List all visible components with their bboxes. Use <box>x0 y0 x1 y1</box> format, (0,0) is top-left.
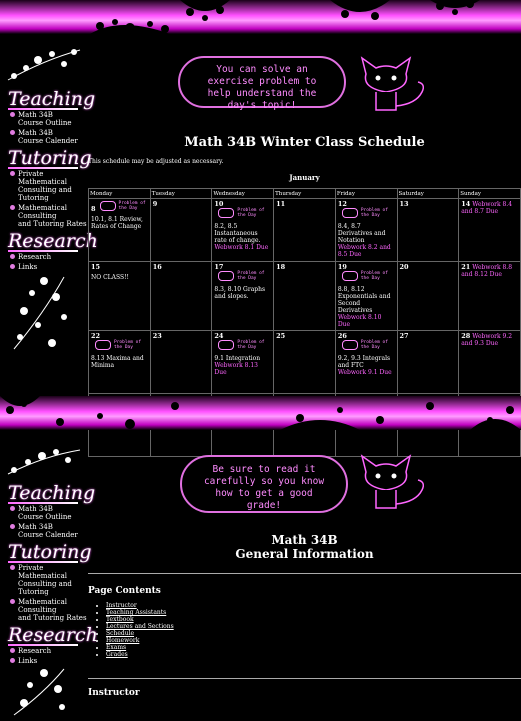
contents-link[interactable]: • Lectures and Sections <box>106 623 174 630</box>
speech-bubble: You can solve an exercise problem to help understand the day's topic! <box>178 56 346 108</box>
calendar-day-cell <box>150 199 212 262</box>
day-number: 9 <box>152 200 158 208</box>
day-topic: 8.2, 8.5 Instantaneous rate of change. <box>214 223 261 244</box>
weekday-header: Friday <box>335 189 397 199</box>
cat-icon <box>342 271 358 281</box>
webwork-due-link[interactable]: Webwork 9.1 Due <box>337 369 392 376</box>
page-title: Math 34B General Information <box>235 533 374 561</box>
cat-icon <box>218 271 234 281</box>
weekday-header: Tuesday <box>150 189 212 199</box>
calendar-day-cell <box>274 199 336 262</box>
divider <box>88 573 521 574</box>
webwork-due-link[interactable]: Webwork 8.4 and 8.7 Due <box>461 201 513 215</box>
calendar-day-cell <box>397 331 459 394</box>
flower-decoration-icon <box>0 0 521 34</box>
contents-link[interactable]: • Textbook <box>106 616 174 623</box>
calendar-day-cell <box>335 199 397 262</box>
flower-branch-icon <box>4 667 84 717</box>
contents-link[interactable]: • Schedule <box>106 630 174 637</box>
bullet-icon <box>10 565 15 570</box>
calendar-day-cell <box>212 262 274 331</box>
day-number: 19 <box>337 263 347 271</box>
cat-icon <box>356 452 432 512</box>
bullet-icon <box>10 254 15 259</box>
day-number: 20 <box>399 263 409 271</box>
cat-icon <box>95 340 111 350</box>
contents-link[interactable]: • Instructor <box>106 602 174 609</box>
sidebar-item-course-outline[interactable]: Math 34B Course Outline <box>10 505 88 521</box>
day-topic: 9.1 Integration <box>214 355 261 362</box>
calendar-week-row <box>89 262 521 331</box>
cat-icon <box>342 208 358 218</box>
sidebar-item-course-calender[interactable]: Math 34B Course Calender <box>10 523 88 539</box>
day-topic: 9.2, 9.3 Integrals and FTC <box>337 355 391 369</box>
sidebar-item-research[interactable]: Research <box>10 647 88 655</box>
page-title: Math 34B Winter Class Schedule <box>184 135 425 150</box>
day-number: 15 <box>91 263 101 271</box>
tutoring-heading: Tutoring <box>0 147 88 169</box>
calendar-day-cell <box>89 199 151 262</box>
day-topic: 8.4, 8.7 Derivatives and Notation <box>337 223 386 244</box>
weekday-header: Sunday <box>459 189 521 199</box>
bullet-icon <box>10 524 15 529</box>
flower-branch-icon <box>4 273 84 353</box>
calendar-day-cell <box>397 262 459 331</box>
sidebar-item-tutoring-rates[interactable]: Mathematical Consulting and Tutoring Rates <box>10 598 88 622</box>
calendar-day-cell <box>89 331 151 394</box>
weekday-header-row <box>89 189 521 199</box>
flower-branch-icon <box>4 446 84 476</box>
cat-icon <box>218 340 234 350</box>
day-number: 11 <box>276 200 286 208</box>
teaching-heading: Teaching <box>0 88 88 110</box>
contents-link[interactable]: • Homework <box>106 637 174 644</box>
day-number: 22 <box>91 332 101 340</box>
cat-icon <box>218 208 234 218</box>
bullet-icon <box>10 112 15 117</box>
day-number: 17 <box>214 263 224 271</box>
page-contents-heading: Page Contents <box>88 586 161 596</box>
tutoring-heading: Tutoring <box>0 541 88 563</box>
sidebar-item-private-tutoring[interactable]: Private Mathematical Consulting and Tutoring <box>10 170 88 202</box>
cat-icon <box>100 201 116 211</box>
day-number: 14 <box>461 200 471 208</box>
sidebar-item-private-tutoring[interactable]: Private Mathematical Consulting and Tutoring <box>10 564 88 596</box>
day-topic: 8.3, 8.10 Graphs and slopes. <box>214 286 266 300</box>
webwork-due-link[interactable]: Webwork 9.2 and 9.3 Due <box>461 333 513 347</box>
day-topic: 8.8, 8.12 Exponentials and Second Derivatives <box>337 286 391 314</box>
calendar-day-cell <box>212 199 274 262</box>
speech-bubble: Be sure to read it carefully so you know how to get a good grade! <box>180 455 348 513</box>
contents-link[interactable]: • Exams <box>106 644 174 651</box>
day-number: 12 <box>337 200 347 208</box>
bullet-icon <box>10 205 15 210</box>
problem-of-the-day-link[interactable]: Problem of the Day <box>218 208 264 218</box>
middle-banner <box>0 396 521 430</box>
problem-of-the-day-link[interactable]: Problem of the Day <box>95 340 141 350</box>
sidebar-item-tutoring-rates[interactable]: Mathematical Consulting and Tutoring Rates <box>10 204 88 228</box>
sidebar-item-links[interactable]: Links <box>10 263 88 271</box>
calendar-day-cell <box>459 331 521 394</box>
sidebar-item-research[interactable]: Research <box>10 253 88 261</box>
calendar-day-cell <box>150 331 212 394</box>
research-heading: Research <box>0 230 88 252</box>
day-number: 28 <box>461 332 471 340</box>
divider <box>88 678 521 679</box>
weekday-header: Thursday <box>274 189 336 199</box>
calendar-day-cell <box>212 331 274 394</box>
weekday-header: Saturday <box>397 189 459 199</box>
calendar-day-cell <box>335 262 397 331</box>
webwork-due-link[interactable]: Webwork 8.1 Due <box>214 244 269 251</box>
sidebar-item-course-outline[interactable]: Math 34B Course Outline <box>10 111 88 127</box>
bullet-icon <box>10 130 15 135</box>
bullet-icon <box>10 506 15 511</box>
day-number: 8 <box>91 205 96 213</box>
weekday-header: Monday <box>89 189 151 199</box>
calendar-day-cell <box>397 199 459 262</box>
day-number: 16 <box>152 263 162 271</box>
day-number: 24 <box>214 332 224 340</box>
problem-of-the-day-link[interactable]: Problem of the Day <box>218 271 264 281</box>
contents-link[interactable]: • Grades <box>106 651 174 658</box>
day-topic: 8.13 Maxima and Minima <box>91 355 144 369</box>
calendar-day-cell <box>89 262 151 331</box>
cat-icon <box>356 54 432 114</box>
day-number: 23 <box>152 332 162 340</box>
day-number: 27 <box>399 332 409 340</box>
day-number: 25 <box>276 332 286 340</box>
bullet-icon <box>10 599 15 604</box>
bullet-icon <box>10 648 15 653</box>
calendar-day-cell <box>274 331 336 394</box>
calendar-day-cell <box>459 262 521 331</box>
flower-branch-icon <box>4 46 84 82</box>
schedule-note: This schedule may be adjusted as necessary. <box>88 158 224 165</box>
problem-of-the-day-link[interactable]: Problem of the Day <box>342 271 388 281</box>
calendar-day-cell <box>150 262 212 331</box>
webwork-due-link[interactable]: Webwork 8.2 and 8.5 Due <box>337 244 391 258</box>
teaching-heading: Teaching <box>0 482 88 504</box>
day-topic: NO CLASS!! <box>91 274 129 281</box>
page-contents-list <box>100 602 174 658</box>
calendar-day-cell <box>335 331 397 394</box>
research-heading: Research <box>0 624 88 646</box>
top-banner <box>0 0 521 34</box>
day-number: 26 <box>337 332 347 340</box>
flower-decoration-icon <box>0 396 521 430</box>
webwork-due-link[interactable]: Webwork 8.10 Due <box>337 314 382 328</box>
webwork-due-link[interactable]: Webwork 8.8 and 8.12 Due <box>461 264 513 278</box>
cat-icon <box>342 340 358 350</box>
weekday-header: Wednesday <box>212 189 274 199</box>
problem-of-the-day-link[interactable]: Problem of the Day <box>100 201 146 211</box>
calendar-day-cell <box>274 262 336 331</box>
day-number: 10 <box>214 200 224 208</box>
instructor-heading: Instructor <box>88 688 140 698</box>
day-topic: 10.1, 8.1 Review, Rates of Change <box>91 216 143 230</box>
problem-of-the-day-link[interactable]: Problem of the Day <box>218 340 264 350</box>
bullet-icon <box>10 658 15 663</box>
webwork-due-link[interactable]: Webwork 8.13 Due <box>214 362 258 376</box>
bullet-icon <box>10 171 15 176</box>
contents-link[interactable]: • Teaching Assistants <box>106 609 174 616</box>
calendar-week-row <box>89 331 521 394</box>
sidebar-item-course-calender[interactable]: Math 34B Course Calender <box>10 129 88 145</box>
day-number: 13 <box>399 200 409 208</box>
problem-of-the-day-link[interactable]: Problem of the Day <box>342 208 388 218</box>
day-number: 18 <box>276 263 286 271</box>
bullet-icon <box>10 264 15 269</box>
sidebar-item-links[interactable]: Links <box>10 657 88 665</box>
month-heading: January <box>289 173 320 182</box>
calendar-week-row <box>89 199 521 262</box>
problem-of-the-day-link[interactable]: Problem of the Day <box>342 340 388 350</box>
calendar-day-cell <box>459 199 521 262</box>
day-number: 21 <box>461 263 471 271</box>
sidebar <box>0 446 98 721</box>
